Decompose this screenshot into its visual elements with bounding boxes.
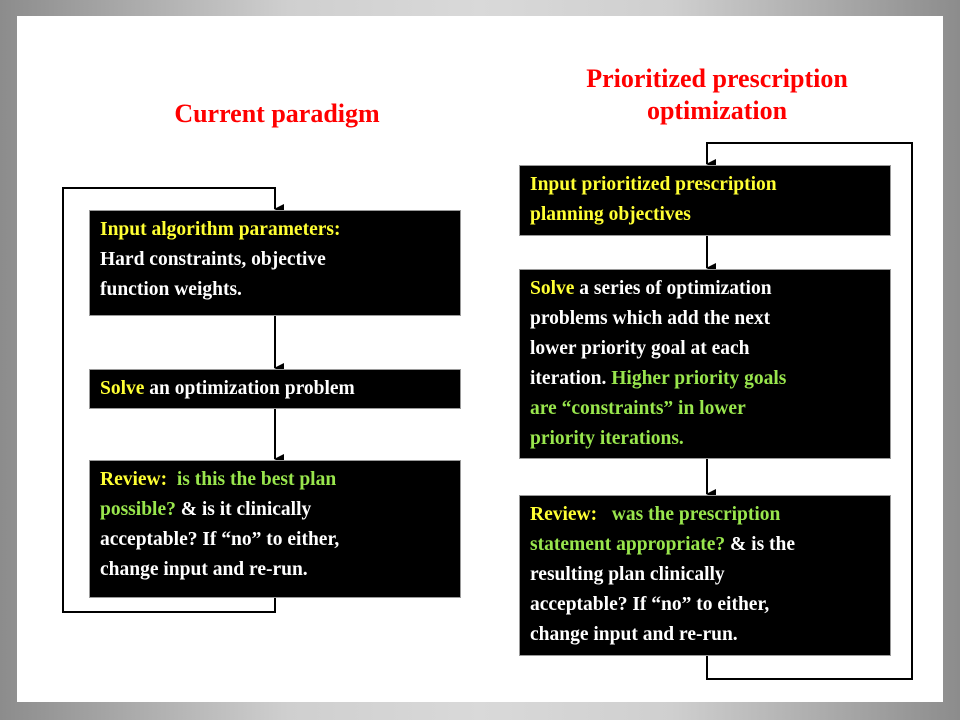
left-review-green2: possible? <box>100 499 176 520</box>
left-input-line2: Hard constraints, objective <box>100 249 326 270</box>
right-solve-green4: Higher priority goals <box>611 368 787 389</box>
right-solve-line4: iteration. <box>530 368 612 389</box>
right-review-line3: resulting plan clinically <box>530 564 725 585</box>
left-solve-keyword: Solve <box>100 378 145 399</box>
left-review-green1: is this the best plan <box>176 469 337 490</box>
right-solve-box <box>519 269 891 459</box>
right-solve-green6: priority iterations. <box>530 428 684 449</box>
left-solve-box <box>89 369 461 409</box>
slide <box>17 16 943 702</box>
right-review-green2: statement appropriate? <box>530 534 726 555</box>
right-input-box <box>519 165 891 236</box>
right-review-green1: was the prescription <box>611 504 781 525</box>
right-input-line1: Input prioritized prescription <box>530 174 777 195</box>
right-title-line1: Prioritized prescription <box>586 64 848 93</box>
left-solve-text: an optimization problem <box>144 378 355 399</box>
right-solve-line2: problems which add the next <box>530 308 771 329</box>
right-review-line4: acceptable? If “no” to either, <box>530 594 770 615</box>
right-solve-line1: a series of optimization <box>574 278 772 299</box>
right-review-keyword: Review: <box>530 504 598 525</box>
left-input-line3: function weights. <box>100 279 242 300</box>
left-input-box <box>89 210 461 316</box>
left-title: Current paradigm <box>174 99 380 128</box>
right-review-rest2: & is the <box>725 534 796 555</box>
right-title-line2: optimization <box>646 96 788 125</box>
left-review-line4: change input and re-run. <box>100 559 308 580</box>
right-review-line5: change input and re-run. <box>530 624 738 645</box>
left-review-line3: acceptable? If “no” to either, <box>100 529 340 550</box>
left-review-box <box>89 460 461 598</box>
right-solve-green5: are “constraints” in lower <box>530 398 746 419</box>
right-solve-line3: lower priority goal at each <box>530 338 750 359</box>
right-input-line2: planning objectives <box>530 204 691 225</box>
right-solve-keyword: Solve <box>530 278 575 299</box>
left-review-keyword: Review: <box>100 469 168 490</box>
left-input-heading: Input algorithm parameters: <box>100 219 341 240</box>
right-review-box <box>519 495 891 656</box>
left-review-rest2: & is it clinically <box>175 499 312 520</box>
